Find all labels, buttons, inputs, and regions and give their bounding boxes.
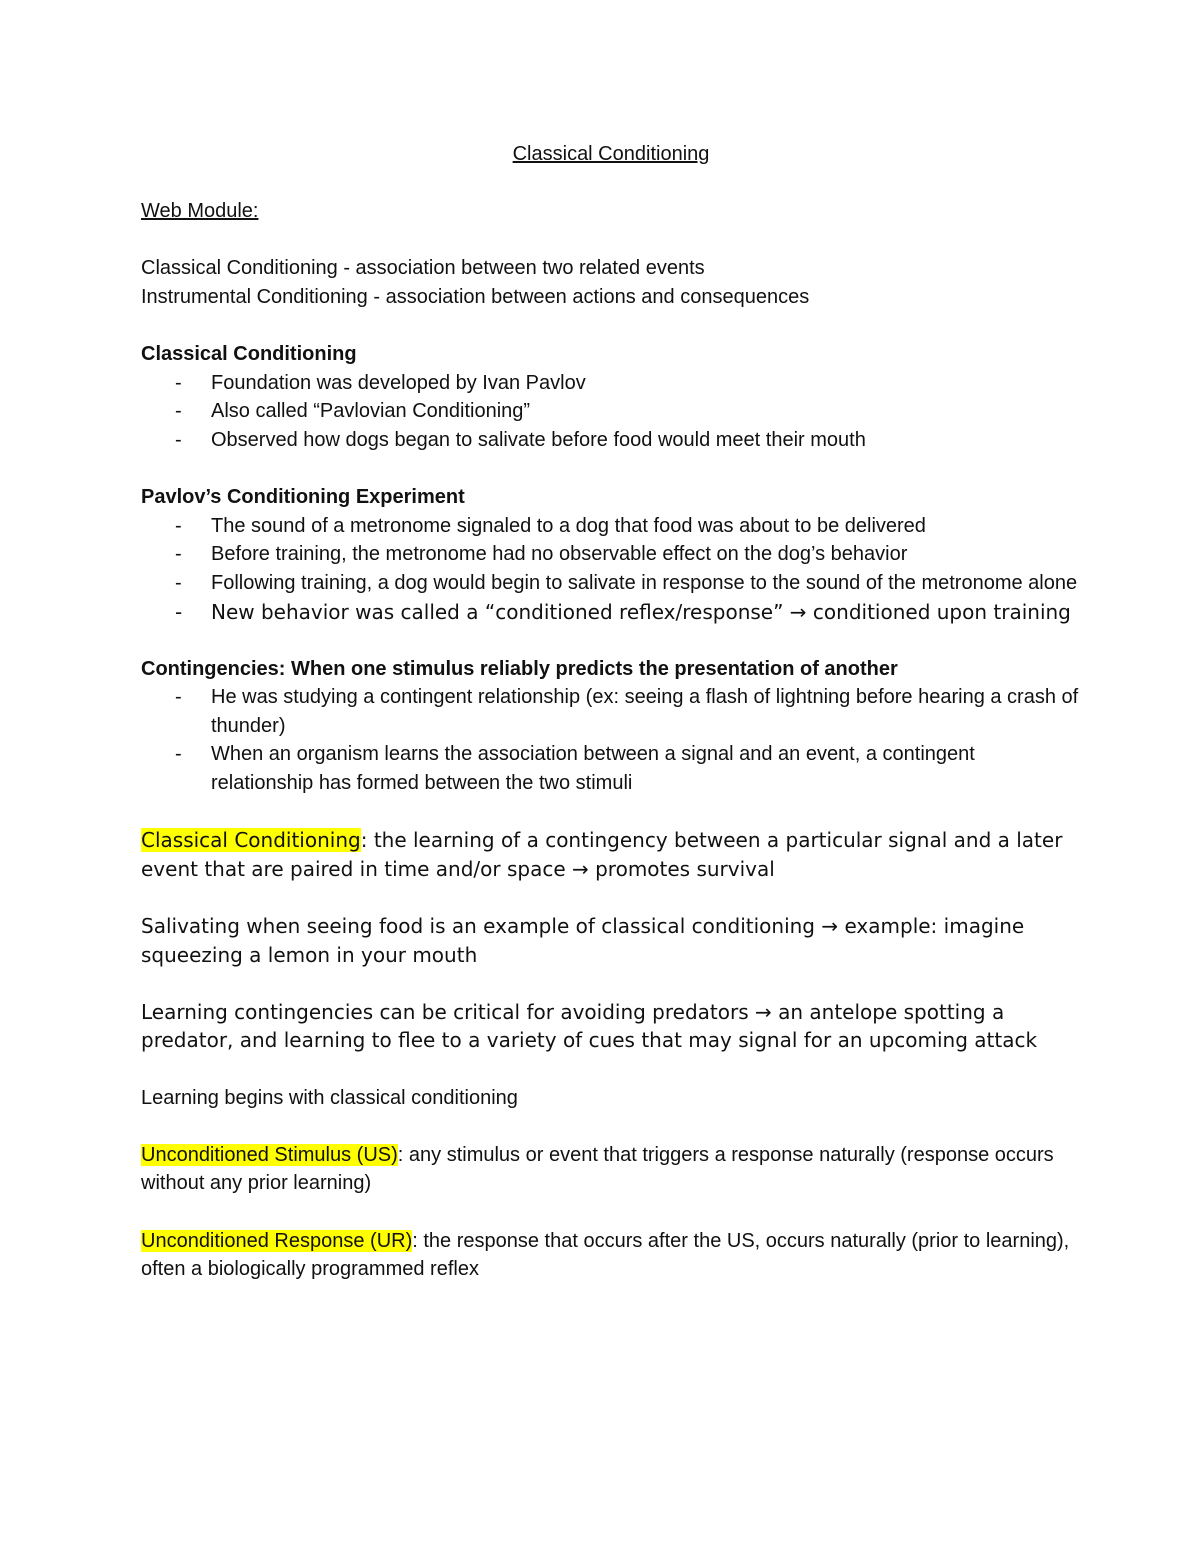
paragraph-learning-begins: Learning begins with classical conditioning: [141, 1086, 518, 1109]
paragraph-salivating: Salivating when seeing food is an example of classical conditioning → example: imagine squeezing a lemon in your mouth: [141, 914, 1025, 967]
definition-text: : any stimulus or event that triggers a response naturally (response occurs without any prior learning): [141, 1143, 1054, 1195]
definition-unconditioned-response: [141, 1227, 1081, 1284]
definition-unconditioned-stimulus: [141, 1141, 1081, 1198]
bullet-dash: -: [175, 400, 182, 423]
bullet-dash: -: [175, 428, 182, 451]
definition-text: : the learning of a contingency between a particular signal and a later event that are paired in time and/or space → promotes survival: [141, 828, 1063, 881]
highlighted-term: Unconditioned Response (UR): [141, 1229, 413, 1252]
list-item-text: Following training, a dog would begin to salivate in response to the sound of the metronome alone: [211, 571, 1078, 594]
list-item: [141, 683, 1081, 740]
list-item-text: He was studying a contingent relationship (ex: seeing a flash of lightning before hearing a crash of thunder): [211, 686, 1079, 737]
paragraph-learning-contingencies: Learning contingencies can be critical for avoiding predators → an antelope spotting a predator, and learning to flee to a variety of cues that may signal for an upcoming attack: [141, 999, 1038, 1053]
bullet-dash: -: [175, 599, 183, 624]
intro-line-instrumental: Instrumental Conditioning - association between actions and consequences: [141, 285, 810, 308]
section-heading-classical-conditioning: Classical Conditioning: [141, 343, 357, 366]
section-heading-pavlov-experiment: Pavlov’s Conditioning Experiment: [141, 486, 465, 509]
definition-classical-conditioning: [141, 826, 1081, 883]
list-item: [141, 426, 1081, 455]
list-item: [141, 540, 1081, 569]
list-item-text: The sound of a metronome signaled to a dog that food was about to be delivered: [211, 514, 926, 537]
list-item: [141, 598, 1081, 627]
bullet-dash: -: [175, 743, 182, 766]
bullet-dash: -: [175, 514, 182, 537]
list-item: [141, 512, 1081, 541]
highlighted-term: Classical Conditioning: [141, 828, 361, 853]
list-item-text: Before training, the metronome had no observable effect on the dog’s behavior: [211, 543, 908, 566]
bullet-dash: -: [175, 371, 182, 394]
intro-line-classical: Classical Conditioning - association between two related events: [141, 257, 705, 280]
section-heading-contingencies: Contingencies: When one stimulus reliably predicts the presentation of another: [141, 657, 898, 680]
list-item-text: Observed how dogs began to salivate before food would meet their mouth: [211, 428, 866, 451]
document-body: [141, 140, 1081, 1284]
list-item: [141, 569, 1081, 598]
bullet-dash: -: [175, 543, 182, 566]
section-list-classical-conditioning: [141, 369, 1081, 455]
list-item-text: When an organism learns the association between a signal and an event, a contingent relationship has formed between the two stimuli: [211, 743, 975, 795]
list-item-text: New behavior was called a “conditioned reflex/response” → conditioned upon training: [211, 599, 1071, 624]
list-item-text: Also called “Pavlovian Conditioning”: [211, 400, 531, 423]
list-item-text: Foundation was developed by Ivan Pavlov: [211, 371, 586, 394]
bullet-dash: -: [175, 571, 182, 594]
list-item: [141, 397, 1081, 426]
list-item: [141, 369, 1081, 398]
page-title: Classical Conditioning: [512, 143, 710, 165]
section-list-contingencies: [141, 683, 1081, 797]
highlighted-term: Unconditioned Stimulus (US): [141, 1143, 398, 1166]
bullet-dash: -: [175, 686, 182, 709]
list-item: [141, 740, 1081, 797]
section-list-pavlov-experiment: [141, 512, 1081, 626]
web-module-label: Web Module:: [141, 200, 259, 223]
definition-text: : the response that occurs after the US, occurs naturally (prior to learning), often a biologically programmed reflex: [141, 1229, 1070, 1281]
